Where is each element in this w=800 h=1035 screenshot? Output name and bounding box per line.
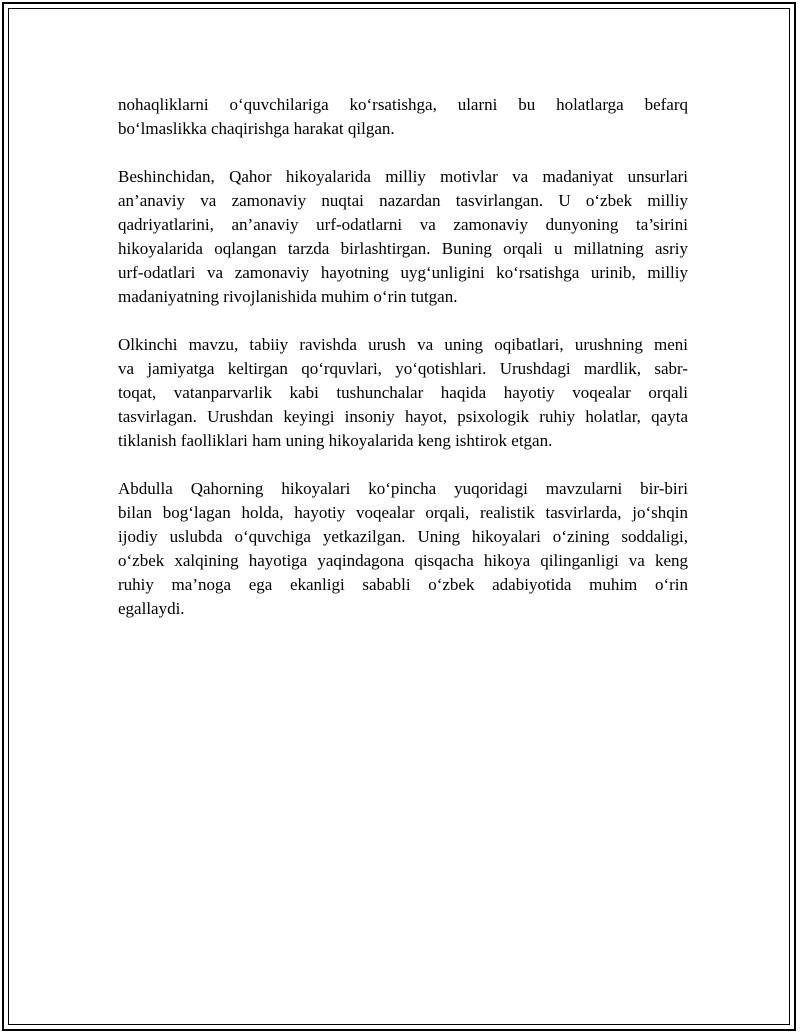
text-line: madaniyatning rivojlanishida muhim o‘rin tutgan. [118, 287, 458, 306]
text-line: hikoyalarida oqlangan tarzda birlashtirgan. Buning orqali u millatning asriy [118, 239, 688, 258]
text-line: tiklanish faolliklari ham uning hikoyalarida keng ishtirok etgan. [118, 431, 553, 450]
text-line: an’anaviy va zamonaviy nuqtai nazardan tasvirlangan. U o‘zbek milliy [118, 191, 688, 210]
text-line: o‘zbek xalqining hayotiga yaqindagona qisqacha hikoya qilinganligi va keng [118, 551, 688, 570]
text-line: nohaqliklarni o‘quvchilariga ko‘rsatishga, ularni bu holatlarga befarq [118, 95, 688, 114]
document-body [118, 93, 688, 645]
paragraph-2 [118, 165, 688, 309]
text-line: Abdulla Qahorning hikoyalari ko‘pincha yuqoridagi mavzularni bir-biri [118, 479, 688, 498]
text-line: bo‘lmaslikka chaqirishga harakat qilgan. [118, 119, 395, 138]
text-line: egallaydi. [118, 599, 185, 618]
text-line: qadriyatlarini, an’anaviy urf-odatlarni va zamonaviy dunyoning ta’sirini [118, 215, 688, 234]
text-line: bilan bog‘lagan holda, hayotiy voqealar orqali, realistik tasvirlarda, jo‘shqin [118, 503, 688, 522]
text-line: urf-odatlari va zamonaviy hayotning uyg‘unligini ko‘rsatishga urinib, milliy [118, 263, 688, 282]
text-line: Beshinchidan, Qahor hikoyalarida milliy motivlar va madaniyat unsurlari [118, 167, 688, 186]
text-line: ruhiy ma’noga ega ekanligi sababli o‘zbek adabiyotida muhim o‘rin [118, 575, 688, 594]
paragraph-4 [118, 477, 688, 621]
text-line: toqat, vatanparvarlik kabi tushunchalar haqida hayotiy voqealar orqali [118, 383, 688, 402]
text-line: tasvirlagan. Urushdan keyingi insoniy hayot, psixologik ruhiy holatlar, qayta [118, 407, 688, 426]
text-line: Olkinchi mavzu, tabiiy ravishda urush va uning oqibatlari, urushning meni [118, 335, 688, 354]
text-line: va jamiyatga keltirgan qo‘rquvlari, yo‘qotishlari. Urushdagi mardlik, sabr- [118, 359, 688, 378]
paragraph-3 [118, 333, 688, 453]
paragraph-1 [118, 93, 688, 141]
text-line: ijodiy uslubda o‘quvchiga yetkazilgan. Uning hikoyalari o‘zining soddaligi, [118, 527, 688, 546]
